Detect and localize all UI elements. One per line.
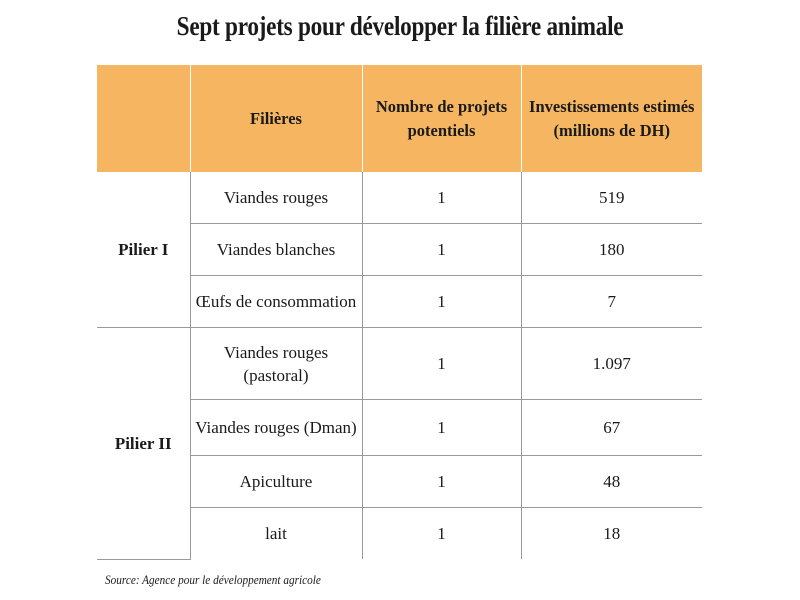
cell-filiere: Viandes blanches — [190, 224, 362, 276]
cell-nombre: 1 — [362, 276, 521, 328]
cell-invest: 1.097 — [521, 328, 702, 400]
cell-invest: 18 — [521, 508, 702, 560]
projects-table — [97, 65, 702, 560]
cell-nombre: 1 — [362, 328, 521, 400]
cell-filiere: lait — [190, 508, 362, 560]
cell-filiere: Œufs de consommation — [190, 276, 362, 328]
cell-nombre: 1 — [362, 400, 521, 456]
cell-invest: 519 — [521, 172, 702, 224]
cell-nombre: 1 — [362, 456, 521, 508]
cell-invest: 180 — [521, 224, 702, 276]
table-row — [97, 328, 702, 400]
cell-filiere-text: Viandes rouges (pastoral) — [223, 342, 329, 385]
cell-invest: 7 — [521, 276, 702, 328]
cell-invest: 48 — [521, 456, 702, 508]
pillar-label: Pilier II — [97, 328, 190, 560]
header-pilier — [97, 65, 190, 172]
cell-nombre: 1 — [362, 508, 521, 560]
cell-invest: 67 — [521, 400, 702, 456]
header-investissements: Investissements estimés (millions de DH) — [521, 65, 702, 172]
table-row — [97, 172, 702, 224]
table-header-row — [97, 65, 702, 172]
cell-nombre: 1 — [362, 172, 521, 224]
cell-filiere: Viandes rouges (Dman) — [190, 400, 362, 456]
cell-filiere — [190, 328, 362, 400]
projects-table-container — [97, 65, 702, 560]
cell-nombre: 1 — [362, 224, 521, 276]
header-nombre-projets: Nombre de projets potentiels — [362, 65, 521, 172]
cell-filiere: Apiculture — [190, 456, 362, 508]
source-note: Source: Agence pour le développement agricole — [105, 573, 321, 587]
page-title: Sept projets pour développer la filière animale — [176, 11, 624, 41]
header-filieres: Filières — [190, 65, 362, 172]
cell-filiere: Viandes rouges — [190, 172, 362, 224]
pillar-label: Pilier I — [97, 172, 190, 328]
